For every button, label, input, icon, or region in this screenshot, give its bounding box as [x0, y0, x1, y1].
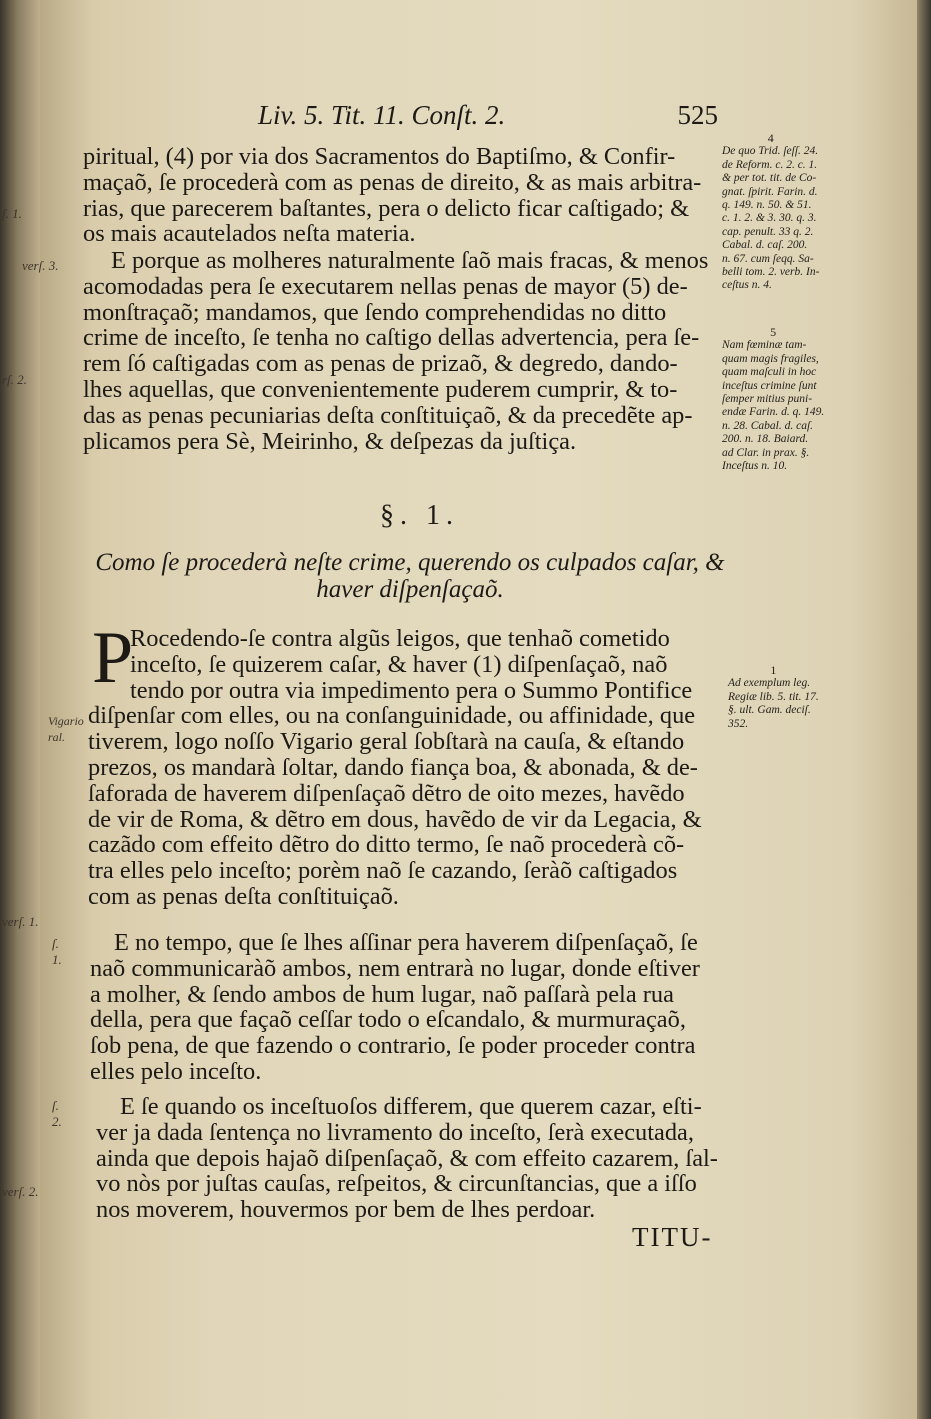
text-line: ſob pena, de que fazendo o contrario, ſe poder proceder contra [90, 1032, 696, 1060]
gutter-note: ſ. 1. [2, 206, 22, 221]
side-note-line: quam maſculi in hoc [722, 366, 817, 379]
side-note-5 [722, 326, 824, 473]
gutter-note: Vigario [48, 714, 84, 728]
drop-cap: P [92, 617, 134, 699]
text-line: nos moverem, houvermos por bem de lhes perdoar. [96, 1196, 596, 1224]
side-note-line: inceſtus crimine ſunt [722, 379, 817, 392]
gutter-note: rſ. 2. [2, 372, 27, 387]
text-line: cazãdo com effeito dẽtro do ditto termo, ſe naõ procederà cõ- [88, 831, 685, 859]
section-title-line: Como ſe procederà neſte crime, querendo os culpados caſar, & [95, 549, 725, 576]
side-note-line: Ad exemplum leg. [728, 677, 811, 690]
text-line: prezos, os mandarà ſoltar, dando fiança boa, & abonada, & de- [88, 753, 698, 781]
text-line: ſaforada de haverem diſpenſaçaõ dẽtro de oito mezes, havẽdo [88, 779, 685, 807]
text-line: E no tempo, que ſe lhes aſſinar pera haverem diſpenſaçaõ, ſe [114, 929, 698, 956]
gutter-note: verſ. 3. [22, 258, 59, 273]
text-line: E ſe quando os inceſtuoſos differem, que querem cazar, eſti- [120, 1093, 702, 1120]
text-line: acomodadas pera ſe executarem nellas penas de mayor (5) de- [83, 272, 688, 300]
side-note-line: q. 149. n. 50. & 51. [722, 199, 812, 212]
side-note-line: 352. [728, 717, 749, 730]
running-head-title: Liv. 5. Tit. 11. Conſt. 2. [258, 100, 506, 130]
text-line: maçaõ, ſe procederà com as penas de direito, & as mais arbitra- [83, 168, 702, 196]
side-note-line: quam magis fragiles, [722, 352, 819, 365]
verse-3-paragraph [83, 248, 708, 454]
gutter-note: ſ. 2. [52, 1098, 62, 1129]
side-note-line: n. 28. Cabal. d. caſ. [722, 419, 814, 432]
text-line: os mais acautelados neſta materia. [83, 220, 416, 248]
gutter-note: ſ. 1. [52, 936, 62, 967]
section-mark: §. 1. [380, 500, 459, 531]
side-note-line: cap. penult. 33 q. 2. [722, 225, 814, 238]
gutter-notes [0, 0, 84, 1419]
text-line: ver ja dada ſentença no livramento do inceſto, ſerà executada, [96, 1118, 694, 1146]
side-note-line: Cabal. d. caſ. 200. [722, 239, 808, 252]
section-title-line: haver diſpenſaçaõ. [316, 576, 504, 603]
side-note-line: Inceſtus n. 10. [722, 460, 788, 473]
text-line: Rocedendo-ſe contra algũs leigos, que tenhaõ cometido [130, 625, 670, 652]
text-line: E porque as molheres naturalmente ſaõ mais fracas, & menos [111, 247, 709, 274]
section-title [90, 549, 730, 603]
side-note-line: Nam fœminæ tam- [722, 339, 807, 352]
top-paragraph [83, 144, 701, 247]
side-note-line: endæ Farin. d. q. 149. [722, 406, 825, 419]
text-line: diſpenſar com elles, ou na conſanguinidade, ou affinidade, que [88, 702, 696, 730]
text-line: naõ communicaràõ ambos, nem entrarà no lugar, donde eſtiver [90, 954, 700, 982]
text-line: crime de inceſto, ſe tenha no caſtigo dellas advertencia, pera ſe- [83, 324, 700, 352]
gutter-note: verſ. 2. [2, 1184, 39, 1199]
footnote-number: 5 [770, 325, 777, 339]
footnote-number: 1 [770, 663, 777, 677]
page-number: 525 [677, 100, 718, 130]
text-line: plicamos pera Sè, Meirinho, & deſpezas da juſtiça. [83, 427, 577, 455]
side-note-line: §. ult. Gam. deciſ. [728, 704, 811, 717]
text-line: com as penas deſta conſtituiçaõ. [88, 882, 399, 910]
page-shadow-edge [917, 0, 931, 1419]
text-line: inceſto, ſe quizerem caſar, & haver (1) diſpenſaçaõ, naõ [130, 650, 668, 678]
footnote-number: 4 [767, 131, 774, 145]
text-line: tra elles pelo inceſto; porèm naõ ſe cazando, ſeràõ caſtigados [88, 857, 678, 885]
text-line: elles pelo inceſto. [90, 1057, 262, 1085]
side-note-line: c. 1. 2. & 3. 30. q. 3. [722, 212, 817, 225]
side-note-line: belli tom. 2. verb. In- [722, 266, 820, 279]
text-line: tiverem, logo noſſo Vigario geral ſobſtarà na cauſa, & eſtando [88, 728, 685, 756]
text-line: monſtraçaõ; mandamos, que ſendo comprehendidas no ditto [83, 298, 667, 326]
text-line: das as penas pecuniarias deſta conſtituiçaõ, & da precedẽte ap- [83, 401, 693, 429]
verse-1-paragraph [90, 930, 700, 1085]
side-note-line: & per tot. tit. de Co- [722, 172, 817, 185]
side-note-line: 200. n. 18. Baiard. [722, 433, 809, 446]
side-note-line: De quo Trid. ſeſſ. 24. [722, 145, 819, 158]
text-line: tendo por outra via impedimento pera o Summo Pontifice [130, 676, 693, 704]
gutter-note: ral. [48, 730, 66, 744]
text-line: a molher, & ſendo ambos de hum lugar, naõ paſſarà pela rua [90, 980, 674, 1008]
running-head [258, 100, 718, 136]
side-note-line: de Reform. c. 2. c. 1. [722, 158, 818, 171]
text-line: vo nòs por juſtas cauſas, reſpeitos, & circunſtancias, que a iſſo [96, 1170, 697, 1198]
side-note-line: Regiæ lib. 5. tit. 17. [728, 690, 819, 703]
text-line: rem ſó caſtigadas com as penas de prizaõ, & degredo, dando- [83, 350, 678, 378]
text-line: della, pera que façaõ ceſſar todo o eſcandalo, & murmuraçaõ, [90, 1006, 686, 1034]
side-note-line: ſemper mitius puni- [722, 393, 813, 406]
text-line: lhes aquellas, que convenientemente puderem cumprir, & to- [83, 375, 678, 403]
catchword: TITU- [632, 1222, 713, 1252]
text-line: de vir de Roma, & dẽtro em dous, havẽdo de vir da Legacia, & [88, 805, 702, 833]
text-line: ainda que depois hajaõ diſpenſaçaõ, & com effeito cazarem, ſal- [96, 1144, 718, 1172]
side-note-1 [728, 664, 819, 731]
main-paragraph [88, 617, 702, 910]
gutter-note: verſ. 1. [2, 914, 39, 929]
side-note-line: ad Clar. in prax. §. [722, 446, 810, 459]
side-note-4 [722, 132, 819, 293]
side-note-line: ceſtus n. 4. [722, 279, 772, 292]
side-note-line: n. 67. cum ſeqq. Sa- [722, 252, 814, 265]
verse-2-paragraph [96, 1094, 718, 1223]
side-note-line: gnat. ſpirit. Farin. d. [722, 185, 818, 198]
text-line: rias, que parecerem baſtantes, pera o delicto ficar caſtigado; & [83, 194, 690, 222]
text-line: piritual, (4) por via dos Sacramentos do Baptiſmo, & Confir- [83, 143, 676, 170]
